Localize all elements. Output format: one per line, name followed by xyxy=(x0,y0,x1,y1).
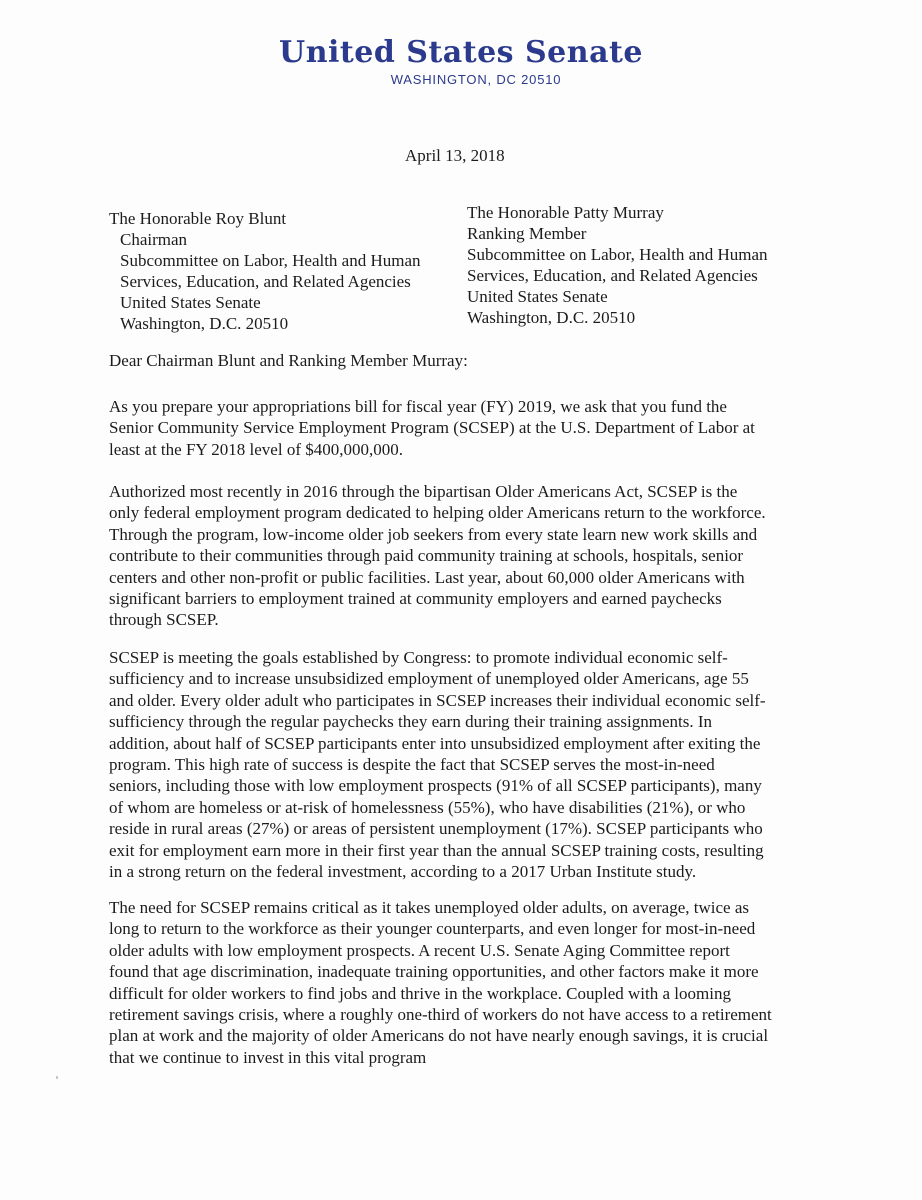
text-line: retirement savings crisis, where a roughly one-third of workers do not have access to a retirement xyxy=(109,1005,772,1025)
text-line: difficult for older workers to find jobs and thrive in the workplace. Coupled with a looming xyxy=(109,983,731,1003)
text-line: that we continue to invest in this vital program xyxy=(109,1047,427,1067)
recipient-address-right xyxy=(467,202,768,328)
text-line: seniors, including those with low employment prospects (91% of all SCSEP participants), many xyxy=(109,776,762,796)
text-line: long to return to the workforce as their younger counterparts, and even longer for most-in-need xyxy=(109,919,756,939)
text-line: SCSEP is meeting the goals established by Congress: to promote individual economic self- xyxy=(109,648,728,667)
text-line: The need for SCSEP remains critical as it takes unemployed older adults, on average, twice as xyxy=(109,898,749,917)
text-line: sufficiency through the regular paychecks they earn during their training assignments. In xyxy=(109,712,713,732)
letter-date: April 13, 2018 xyxy=(405,146,505,165)
text-line: Through the program, low-income older job seekers from every state learn new work skills and xyxy=(109,524,758,544)
text-line: older adults with low employment prospects. A recent U.S. Senate Aging Committee report xyxy=(109,940,730,960)
recipient-city: Washington, D.C. 20510 xyxy=(120,314,289,333)
text-line: least at the FY 2018 level of $400,000,000. xyxy=(109,439,403,459)
recipient-committee: Services, Education, and Related Agencies xyxy=(467,266,758,285)
text-line: Senior Community Service Employment Program (SCSEP) at the U.S. Department of Labor at xyxy=(109,418,755,438)
recipient-committee: Subcommittee on Labor, Health and Human xyxy=(120,251,421,270)
text-line: and older. Every older adult who participates in SCSEP increases their individual economic self- xyxy=(109,690,766,710)
text-line: sufficiency and to increase unsubsidized employment of unemployed older Americans, age 55 xyxy=(109,669,749,689)
text-line: in a strong return on the federal investment, according to a 2017 Urban Institute study. xyxy=(109,862,697,882)
text-line: contribute to their communities through paid community training at schools, hospitals, senior xyxy=(109,546,744,566)
text-line: exit for employment earn more in their first year than the annual SCSEP training costs, resulting xyxy=(109,840,764,860)
text-line: through SCSEP. xyxy=(109,610,219,630)
text-line: program. This high rate of success is despite the fact that SCSEP serves the most-in-need xyxy=(109,755,715,775)
body-paragraph-1 xyxy=(109,396,829,460)
body-paragraph-2 xyxy=(109,481,829,631)
text-line: only federal employment program dedicated to helping older Americans return to the workforce. xyxy=(109,503,766,523)
text-line: centers and other non-profit or public facilities. Last year, about 60,000 older Americans with xyxy=(109,567,745,587)
recipient-committee: Subcommittee on Labor, Health and Human xyxy=(467,245,768,264)
text-line: addition, about half of SCSEP participants enter into unsubsidized employment after exiting the xyxy=(109,733,761,753)
letterhead-title: United States Senate xyxy=(279,35,643,70)
recipient-committee: Services, Education, and Related Agencies xyxy=(120,272,411,291)
recipient-organization: United States Senate xyxy=(120,293,261,312)
recipient-address-left xyxy=(109,208,421,334)
recipient-name: The Honorable Patty Murray xyxy=(467,203,664,222)
letterhead xyxy=(0,36,922,87)
recipient-name: The Honorable Roy Blunt xyxy=(109,209,287,228)
text-line: plan at work and the majority of older Americans do not have nearly enough savings, it is crucial xyxy=(109,1026,769,1046)
scan-speck xyxy=(56,1076,58,1079)
recipient-title: Ranking Member xyxy=(467,224,587,243)
text-line: significant barriers to employment trained at community employers and earned paychecks xyxy=(109,589,722,609)
recipient-city: Washington, D.C. 20510 xyxy=(467,308,636,327)
text-line: reside in rural areas (27%) or areas of persistent unemployment (17%). SCSEP participants who xyxy=(109,819,763,839)
body-paragraph-3 xyxy=(109,647,829,882)
text-line: found that age discrimination, inadequate training opportunities, and other factors make it more xyxy=(109,962,759,982)
letterhead-address: WASHINGTON, DC 20510 xyxy=(390,72,562,87)
text-line: Authorized most recently in 2016 through the bipartisan Older Americans Act, SCSEP is the xyxy=(109,482,738,501)
salutation: Dear Chairman Blunt and Ranking Member Murray: xyxy=(109,351,468,370)
recipient-organization: United States Senate xyxy=(467,287,608,306)
text-line: As you prepare your appropriations bill for fiscal year (FY) 2019, we ask that you fund the xyxy=(109,397,727,416)
recipient-title: Chairman xyxy=(120,230,188,249)
body-paragraph-4 xyxy=(109,897,829,1068)
text-line: of whom are homeless or at-risk of homelessness (55%), who have disabilities (21%), or who xyxy=(109,797,746,817)
